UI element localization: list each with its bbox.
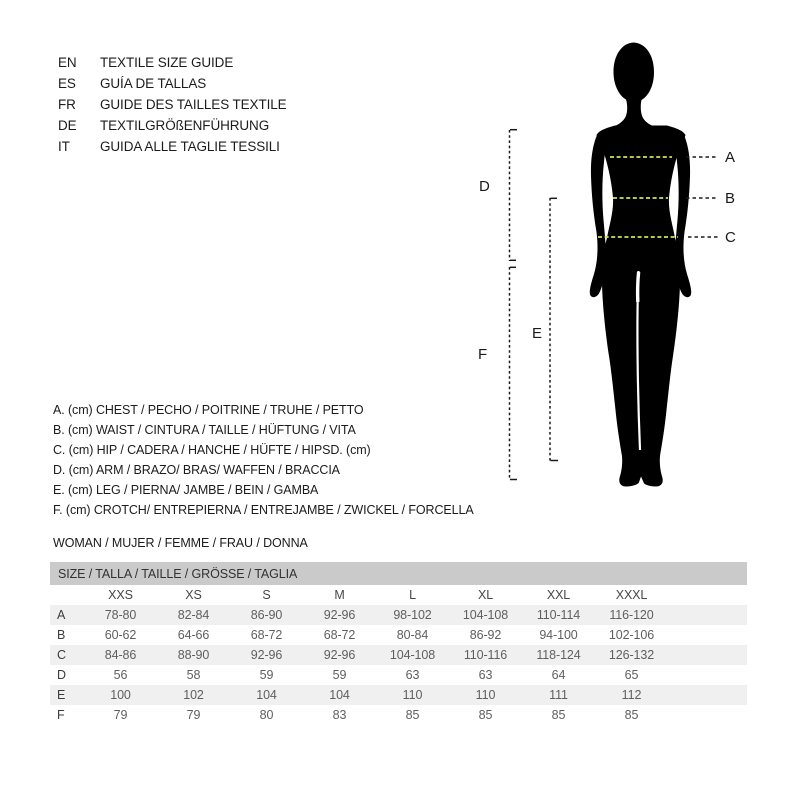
table-cell: 104-108 — [462, 608, 509, 622]
lang-code: ES — [58, 76, 76, 91]
table-cell: 86-90 — [250, 608, 283, 622]
measurement-diagram — [470, 30, 750, 495]
table-column-header-row — [50, 585, 747, 605]
table-cell: 63 — [405, 668, 420, 682]
table-cell: 126-132 — [608, 648, 655, 662]
callout-label-b: B — [725, 190, 736, 207]
row-label: B — [57, 628, 66, 642]
language-title-block — [58, 52, 287, 157]
table-cell: 102-106 — [608, 628, 655, 642]
lang-row-fr — [58, 94, 287, 115]
lang-row-it — [58, 136, 287, 157]
table-cell: 78-80 — [104, 608, 137, 622]
lang-row-en — [58, 52, 287, 73]
measurement-item-d: D. (cm) ARM / BRAZO/ BRAS/ WAFFEN / BRACCIA — [53, 463, 340, 477]
callout-label-f: F — [478, 346, 488, 363]
measurement-legend — [53, 400, 474, 520]
table-cell: 110-114 — [536, 608, 581, 622]
measurement-item-f: F. (cm) CROTCH/ ENTREPIERNA / ENTREJAMBE / ZWICKEL / FORCELLA — [53, 503, 474, 517]
measurement-item-b: B. (cm) WAIST / CINTURA / TAILLE / HÜFTUNG / VITA — [53, 423, 356, 437]
table-cell: 79 — [186, 708, 201, 722]
table-cell: 79 — [113, 708, 128, 722]
lang-title: GUIDE DES TAILLES TEXTILE — [100, 97, 287, 112]
size-table — [50, 562, 747, 725]
table-cell: 98-102 — [393, 608, 432, 622]
table-cell: 58 — [186, 668, 201, 682]
lang-title: GUIDA ALLE TAGLIE TESSILI — [100, 139, 280, 154]
table-cell: 63 — [478, 668, 493, 682]
column-header: XXXL — [615, 588, 648, 602]
table-cell: 68-72 — [250, 628, 283, 642]
table-row-e — [50, 685, 747, 705]
table-cell: 83 — [332, 708, 347, 722]
column-header: XS — [185, 588, 202, 602]
table-cell: 59 — [259, 668, 274, 682]
table-cell: 64 — [551, 668, 566, 682]
callout-label-c: C — [725, 229, 736, 246]
silhouette-head — [614, 43, 655, 127]
table-cell: 80-84 — [396, 628, 429, 642]
table-cell: 65 — [624, 668, 639, 682]
callout-label-e: E — [532, 325, 543, 342]
row-label: D — [57, 668, 66, 682]
table-row-d — [50, 665, 747, 685]
table-cell: 56 — [113, 668, 128, 682]
audience-title: WOMAN / MUJER / FEMME / FRAU / DONNA — [53, 536, 308, 550]
table-header-label: SIZE / TALLA / TAILLE / GRÖSSE / TAGLIA — [58, 566, 298, 581]
row-label: C — [57, 648, 66, 662]
lang-title: GUÍA DE TALLAS — [100, 76, 207, 91]
table-cell: 85 — [551, 708, 566, 722]
table-cell: 104 — [256, 688, 277, 702]
table-row-b — [50, 625, 747, 645]
table-row-a — [50, 605, 747, 625]
column-header: L — [409, 588, 416, 602]
column-header: M — [334, 588, 345, 602]
silhouette-body — [597, 126, 686, 487]
row-label: E — [57, 688, 66, 702]
callout-label-d: D — [479, 178, 490, 195]
table-cell: 102 — [183, 688, 204, 702]
callout-label-a: A — [725, 149, 736, 166]
table-cell: 85 — [624, 708, 639, 722]
table-cell: 59 — [332, 668, 347, 682]
table-cell: 116-120 — [609, 608, 654, 622]
lang-code: IT — [58, 139, 70, 154]
table-cell: 60-62 — [104, 628, 137, 642]
lang-code: FR — [58, 97, 76, 112]
table-row-f — [50, 705, 747, 725]
lang-title: TEXTILGRÖßENFÜHRUNG — [100, 118, 270, 133]
table-cell: 88-90 — [177, 648, 210, 662]
lang-title: TEXTILE SIZE GUIDE — [100, 55, 234, 70]
table-row-c — [50, 645, 747, 665]
table-cell: 64-66 — [177, 628, 210, 642]
table-cell: 84-86 — [104, 648, 137, 662]
table-cell: 110 — [475, 688, 496, 702]
table-cell: 92-96 — [323, 608, 356, 622]
table-cell: 104-108 — [389, 648, 436, 662]
table-cell: 68-72 — [323, 628, 356, 642]
column-header: S — [262, 588, 271, 602]
table-cell: 85 — [405, 708, 420, 722]
row-label: F — [57, 708, 65, 722]
table-cell: 110-116 — [463, 648, 508, 662]
table-cell: 92-96 — [250, 648, 283, 662]
table-cell: 82-84 — [177, 608, 210, 622]
measurement-item-a: A. (cm) CHEST / PECHO / POITRINE / TRUHE / PETTO — [53, 403, 364, 417]
lang-code: DE — [58, 118, 77, 133]
measurement-item-e: E. (cm) LEG / PIERNA/ JAMBE / BEIN / GAMBA — [53, 483, 319, 497]
table-cell: 110 — [402, 688, 423, 702]
lang-code: EN — [58, 55, 77, 70]
table-cell: 94-100 — [539, 628, 578, 642]
table-cell: 100 — [110, 688, 131, 702]
table-cell: 118-124 — [536, 648, 581, 662]
column-header: XXS — [108, 588, 133, 602]
column-header: XXL — [546, 588, 571, 602]
leg-gap-top — [638, 272, 639, 302]
table-cell: 85 — [478, 708, 493, 722]
table-cell: 104 — [329, 688, 350, 702]
table-cell: 112 — [621, 688, 642, 702]
table-cell: 80 — [259, 708, 274, 722]
measurement-item-c: C. (cm) HIP / CADERA / HANCHE / HÜFTE / HIPSD. (cm) — [53, 443, 371, 457]
row-label: A — [57, 608, 66, 622]
table-header-bar — [50, 562, 747, 585]
column-header: XL — [477, 588, 494, 602]
lang-row-es — [58, 73, 287, 94]
lang-row-de — [58, 115, 287, 136]
table-cell: 92-96 — [323, 648, 356, 662]
table-cell: 111 — [549, 688, 568, 702]
table-cell: 86-92 — [469, 628, 502, 642]
